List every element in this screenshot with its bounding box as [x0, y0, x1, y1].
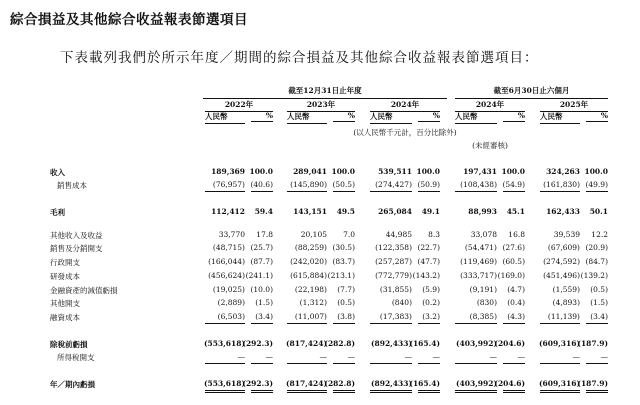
- amount-cell: 44,985: [385, 230, 412, 239]
- percent-cell: —: [265, 352, 273, 361]
- percent-cell: 12.2: [591, 230, 608, 239]
- total-rule: [586, 323, 608, 324]
- total-rule: [370, 390, 412, 391]
- table-row: [0, 167, 640, 178]
- total-rule: [503, 390, 525, 391]
- percent-cell: 16.8: [508, 230, 525, 239]
- percent-cell: (10.0): [250, 285, 273, 294]
- percent-cell: (22.7): [417, 243, 440, 252]
- total-rule: [333, 392, 355, 393]
- percent-cell: —: [347, 352, 355, 361]
- percent-cell: (4.3): [507, 312, 525, 321]
- percent-cell: (7.7): [337, 285, 355, 294]
- group-header-interim: 截至6月30日止六個月: [455, 85, 608, 99]
- percent-header: %: [333, 111, 355, 122]
- percent-cell: (282.8): [324, 379, 355, 388]
- amount-cell: (31,855): [379, 285, 412, 294]
- unaudited-note: (未經審核): [472, 141, 508, 150]
- percent-cell: (143.2): [412, 271, 440, 280]
- year-header: 2025年: [540, 99, 608, 112]
- total-rule: [455, 392, 497, 393]
- total-rule: [205, 390, 245, 391]
- total-rule: [251, 191, 273, 192]
- percent-cell: (165.4): [409, 339, 440, 348]
- amount-cell: (830): [476, 298, 497, 307]
- total-rule: [205, 323, 245, 324]
- total-rule: [287, 323, 327, 324]
- amount-cell: (274,427): [375, 180, 412, 189]
- percent-cell: (20.9): [585, 243, 608, 252]
- amount-cell: 289,041: [293, 167, 327, 176]
- total-rule: [205, 363, 245, 364]
- row-label: 研發成本: [50, 272, 80, 281]
- percent-cell: (83.7): [332, 257, 355, 266]
- amount-cell: (772,779): [375, 271, 412, 280]
- total-rule: [370, 392, 412, 393]
- percent-cell: (0.5): [590, 285, 608, 294]
- table-row: [0, 257, 640, 268]
- amount-cell: (615,884): [290, 271, 327, 280]
- total-rule: [370, 323, 412, 324]
- row-label: 其他收入及收益: [50, 231, 103, 240]
- percent-cell: (282.8): [324, 339, 355, 348]
- intro-text: 下表載列我們於所示年度／期間的綜合損益及其他綜合收益報表節選項目：: [60, 50, 539, 66]
- amount-cell: (451,496): [543, 271, 580, 280]
- percent-cell: (84.7): [585, 257, 608, 266]
- amount-cell: (76,957): [212, 180, 245, 189]
- percent-header: %: [418, 111, 440, 122]
- total-rule: [455, 191, 497, 192]
- percent-cell: (187.9): [577, 379, 608, 388]
- percent-cell: (3.4): [255, 312, 273, 321]
- percent-cell: (50.9): [417, 180, 440, 189]
- amount-cell: (609,316): [538, 339, 580, 348]
- currency-header: 人民幣: [287, 111, 327, 124]
- year-header: 2022年: [205, 99, 273, 112]
- amount-cell: 33,770: [218, 230, 245, 239]
- amount-cell: (2,889): [217, 298, 245, 307]
- amount-cell: (817,424): [285, 339, 327, 348]
- amount-cell: 324,263: [546, 167, 580, 176]
- total-rule: [455, 390, 497, 391]
- amount-cell: (11,007): [294, 312, 327, 321]
- percent-cell: 100.0: [249, 167, 273, 176]
- total-rule: [418, 392, 440, 393]
- amount-cell: (4,893): [552, 298, 580, 307]
- total-rule: [333, 363, 355, 364]
- total-rule: [586, 363, 608, 364]
- amount-cell: (1,559): [552, 285, 580, 294]
- amount-cell: (17,383): [379, 312, 412, 321]
- table-row: [0, 180, 640, 191]
- percent-cell: (1.5): [255, 298, 273, 307]
- amount-cell: (8,385): [469, 312, 497, 321]
- table-row: [0, 285, 640, 296]
- amount-cell: 20,105: [300, 230, 327, 239]
- table-row: [0, 243, 640, 254]
- amount-cell: (274,592): [543, 257, 580, 266]
- total-rule: [540, 191, 580, 192]
- total-rule: [251, 392, 273, 393]
- amount-cell: (609,316): [538, 379, 580, 388]
- amount-cell: (22,198): [294, 285, 327, 294]
- amount-cell: 539,511: [378, 167, 412, 176]
- total-rule: [455, 363, 497, 364]
- percent-cell: (5.9): [422, 285, 440, 294]
- amount-cell: —: [237, 352, 245, 361]
- total-rule: [251, 323, 273, 324]
- percent-cell: (3.2): [422, 312, 440, 321]
- total-rule: [418, 390, 440, 391]
- percent-cell: (3.4): [590, 312, 608, 321]
- percent-cell: —: [517, 352, 525, 361]
- percent-cell: (50.5): [332, 180, 355, 189]
- total-rule: [586, 390, 608, 391]
- percent-cell: (139.2): [580, 271, 608, 280]
- table-row: [0, 352, 640, 363]
- total-rule: [287, 191, 327, 192]
- amount-cell: (840): [391, 298, 412, 307]
- percent-cell: 100.0: [331, 167, 355, 176]
- total-rule: [503, 392, 525, 393]
- total-rule: [251, 363, 273, 364]
- amount-cell: (6,503): [217, 312, 245, 321]
- percent-cell: 59.4: [254, 207, 273, 216]
- amount-cell: (11,139): [547, 312, 580, 321]
- total-rule: [287, 390, 327, 391]
- amount-cell: (403,992): [455, 339, 497, 348]
- row-label: 其他開支: [50, 299, 80, 308]
- row-label: 融資成本: [50, 313, 80, 322]
- unit-note: (以人民幣千元計，百分比除外): [353, 128, 457, 137]
- total-rule: [540, 390, 580, 391]
- total-rule: [586, 392, 608, 393]
- row-label: 銷售及分銷開支: [50, 244, 103, 253]
- row-label: 除稅前虧損: [50, 340, 88, 349]
- row-label: 毛利: [50, 208, 65, 217]
- total-rule: [540, 392, 580, 393]
- total-rule: [333, 323, 355, 324]
- amount-cell: 162,433: [546, 207, 580, 216]
- amount-cell: (1,312): [299, 298, 327, 307]
- amount-cell: (257,287): [375, 257, 412, 266]
- percent-cell: (0.2): [422, 298, 440, 307]
- row-label: 年／期內虧損: [50, 380, 95, 389]
- currency-header: 人民幣: [370, 111, 412, 124]
- percent-cell: (30.5): [332, 243, 355, 252]
- total-rule: [205, 392, 245, 393]
- percent-cell: 8.3: [428, 230, 440, 239]
- row-label: 銷售成本: [57, 181, 87, 190]
- table-row: [0, 230, 640, 241]
- amount-cell: (119,469): [460, 257, 497, 266]
- percent-cell: (0.4): [507, 298, 525, 307]
- year-header: 2024年: [370, 99, 440, 112]
- percent-cell: (60.5): [502, 257, 525, 266]
- table-row: [0, 312, 640, 323]
- amount-cell: 265,084: [378, 207, 412, 216]
- currency-header: 人民幣: [455, 111, 497, 124]
- percent-cell: 45.1: [506, 207, 525, 216]
- percent-cell: 17.8: [256, 230, 273, 239]
- total-rule: [287, 392, 327, 393]
- amount-cell: (88,259): [294, 243, 327, 252]
- total-rule: [418, 363, 440, 364]
- page-title: 綜合損益及其他綜合收益報表節選項目: [10, 12, 248, 28]
- amount-cell: (553,618): [203, 379, 245, 388]
- percent-cell: (25.7): [250, 243, 273, 252]
- currency-header: 人民幣: [540, 111, 580, 124]
- table-row: [0, 271, 640, 282]
- percent-cell: 49.5: [336, 207, 355, 216]
- percent-cell: 49.1: [421, 207, 440, 216]
- percent-cell: (49.9): [585, 180, 608, 189]
- total-rule: [503, 323, 525, 324]
- percent-cell: (292.3): [242, 339, 273, 348]
- amount-cell: (166,044): [208, 257, 245, 266]
- amount-cell: (892,433): [370, 379, 412, 388]
- total-rule: [503, 191, 525, 192]
- total-rule: [370, 363, 412, 364]
- table-row: [0, 298, 640, 309]
- percent-cell: —: [600, 352, 608, 361]
- percent-cell: (241.1): [245, 271, 273, 280]
- percent-cell: (40.6): [250, 180, 273, 189]
- percent-cell: 100.0: [501, 167, 525, 176]
- amount-cell: (892,433): [370, 339, 412, 348]
- amount-cell: (108,438): [460, 180, 497, 189]
- amount-cell: (456,624): [208, 271, 245, 280]
- total-rule: [503, 363, 525, 364]
- percent-header: %: [503, 111, 525, 122]
- amount-cell: (817,424): [285, 379, 327, 388]
- row-label: 收入: [50, 168, 65, 177]
- percent-cell: —: [432, 352, 440, 361]
- total-rule: [455, 323, 497, 324]
- amount-cell: 112,412: [211, 207, 245, 216]
- total-rule: [205, 191, 245, 192]
- amount-cell: —: [319, 352, 327, 361]
- percent-cell: (0.5): [337, 298, 355, 307]
- percent-cell: 50.1: [589, 207, 608, 216]
- amount-cell: (161,830): [543, 180, 580, 189]
- row-label: 金融資產的減值虧損: [50, 286, 118, 295]
- amount-cell: (48,715): [212, 243, 245, 252]
- percent-cell: 100.0: [416, 167, 440, 176]
- amount-cell: (122,358): [375, 243, 412, 252]
- amount-cell: —: [489, 352, 497, 361]
- year-header: 2023年: [287, 99, 355, 112]
- amount-cell: 197,431: [463, 167, 497, 176]
- percent-cell: (1.5): [590, 298, 608, 307]
- amount-cell: (553,618): [203, 339, 245, 348]
- row-label: 所得稅開支: [57, 353, 95, 362]
- percent-header: %: [251, 111, 273, 122]
- total-rule: [287, 363, 327, 364]
- year-header: 2024年: [455, 99, 525, 112]
- amount-cell: —: [404, 352, 412, 361]
- percent-cell: (213.1): [327, 271, 355, 280]
- table-row: [0, 339, 640, 350]
- amount-cell: 88,993: [468, 207, 497, 216]
- percent-cell: (204.6): [494, 339, 525, 348]
- amount-cell: (333,717): [460, 271, 497, 280]
- amount-cell: (54,471): [464, 243, 497, 252]
- row-label: 行政開支: [50, 258, 80, 267]
- percent-cell: (187.9): [577, 339, 608, 348]
- percent-cell: (292.3): [242, 379, 273, 388]
- percent-cell: 100.0: [584, 167, 608, 176]
- percent-cell: (47.7): [417, 257, 440, 266]
- amount-cell: (67,609): [547, 243, 580, 252]
- percent-cell: 7.0: [343, 230, 355, 239]
- amount-cell: 143,151: [293, 207, 327, 216]
- table-row: [0, 379, 640, 390]
- percent-cell: (165.4): [409, 379, 440, 388]
- total-rule: [586, 191, 608, 192]
- total-rule: [333, 390, 355, 391]
- amount-cell: 33,078: [470, 230, 497, 239]
- amount-cell: (145,890): [290, 180, 327, 189]
- percent-header: %: [586, 111, 608, 122]
- percent-cell: (204.6): [494, 379, 525, 388]
- amount-cell: (403,992): [455, 379, 497, 388]
- total-rule: [251, 390, 273, 391]
- percent-cell: (27.6): [502, 243, 525, 252]
- total-rule: [540, 363, 580, 364]
- amount-cell: —: [572, 352, 580, 361]
- percent-cell: (169.0): [497, 271, 525, 280]
- total-rule: [540, 323, 580, 324]
- currency-header: 人民幣: [205, 111, 245, 124]
- amount-cell: 189,369: [211, 167, 245, 176]
- percent-cell: (4.7): [507, 285, 525, 294]
- percent-cell: (54.9): [502, 180, 525, 189]
- amount-cell: (19,025): [212, 285, 245, 294]
- amount-cell: (242,020): [290, 257, 327, 266]
- group-header-annual: 截至12月31日止年度: [203, 85, 447, 99]
- total-rule: [418, 191, 440, 192]
- amount-cell: 39,539: [553, 230, 580, 239]
- percent-cell: (87.7): [250, 257, 273, 266]
- total-rule: [333, 191, 355, 192]
- total-rule: [370, 191, 412, 192]
- amount-cell: (9,191): [469, 285, 497, 294]
- percent-cell: (3.8): [337, 312, 355, 321]
- total-rule: [418, 323, 440, 324]
- table-row: [0, 207, 640, 218]
